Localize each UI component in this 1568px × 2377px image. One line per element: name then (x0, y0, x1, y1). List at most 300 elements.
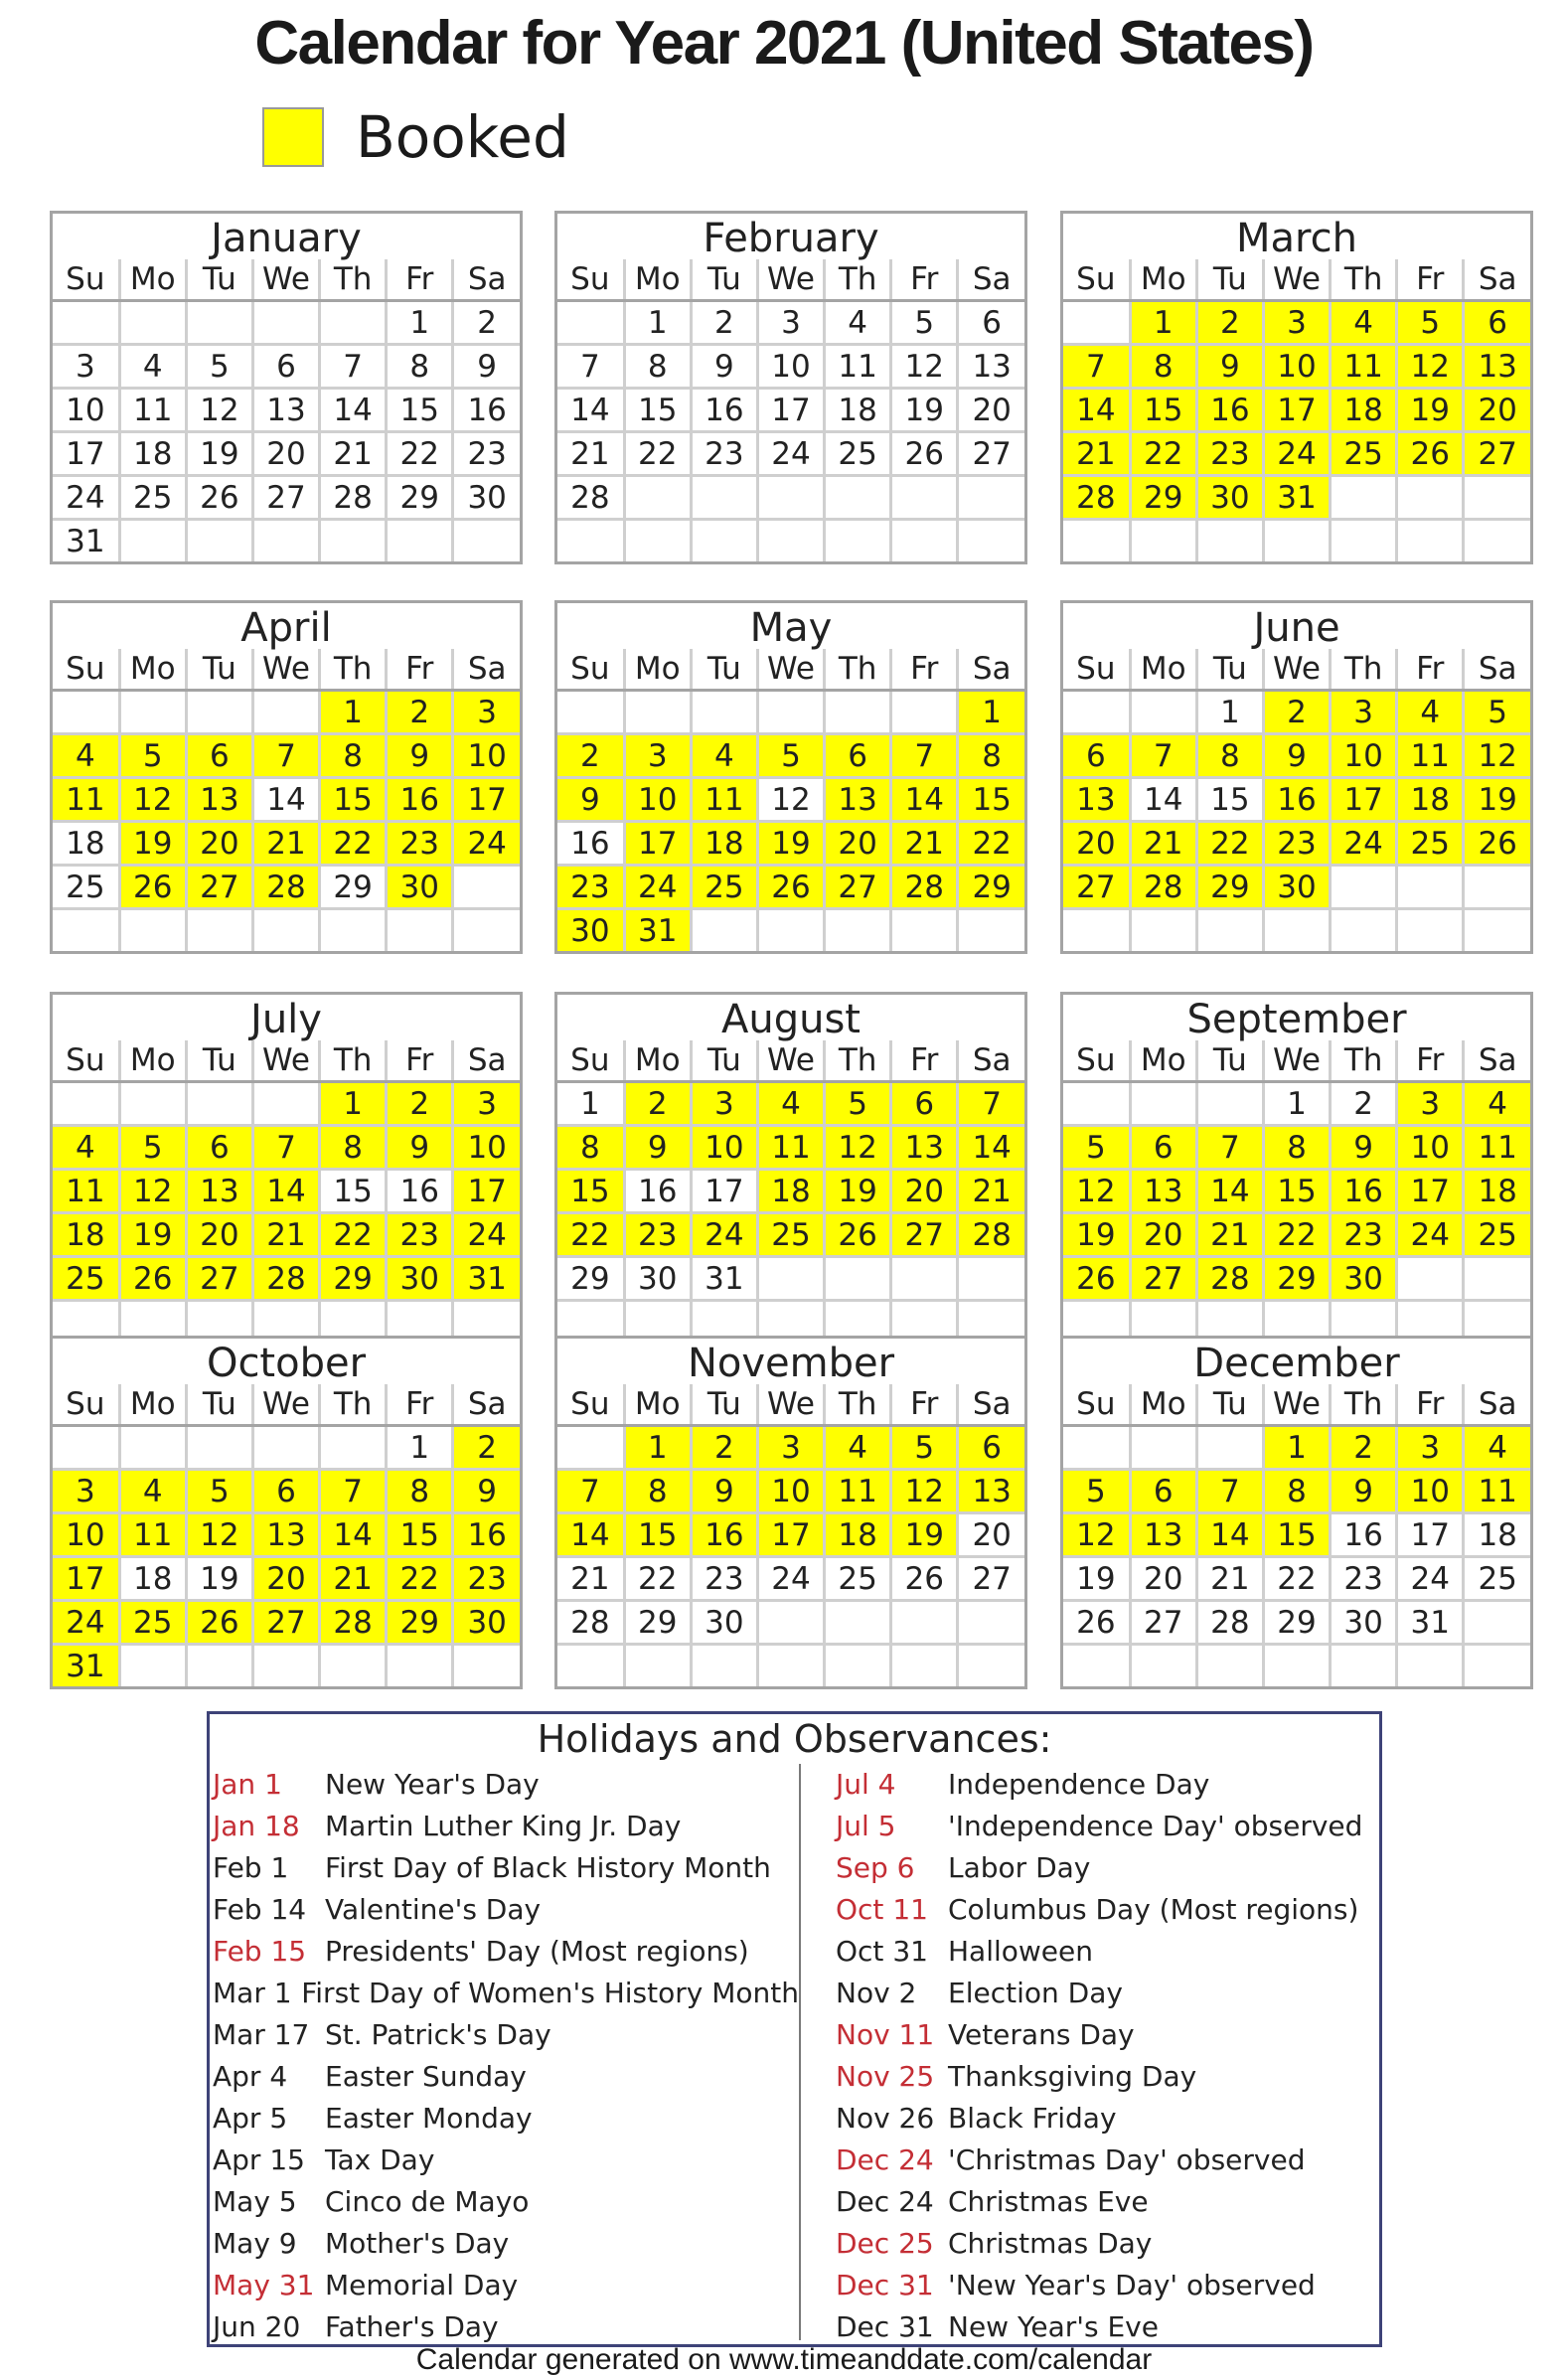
day-cell: 31 (1397, 1601, 1464, 1645)
day-cell: 13 (1464, 345, 1530, 389)
day-cell: 2 (691, 1426, 757, 1470)
holiday-name: Christmas Eve (948, 2185, 1149, 2218)
day-cell: 13 (1063, 778, 1130, 822)
weekday-header: Sa (1464, 259, 1530, 301)
holiday-row (836, 1806, 1422, 1847)
day-cell: 10 (53, 1513, 119, 1557)
day-cell: 15 (320, 778, 387, 822)
day-cell: 16 (453, 1513, 520, 1557)
holiday-date: Dec 31 (836, 2310, 934, 2343)
day-cell: 17 (1331, 778, 1397, 822)
day-cell: 14 (1196, 1170, 1263, 1213)
day-cell: 21 (891, 822, 958, 866)
empty-cell (186, 1645, 252, 1687)
holiday-row (213, 1889, 799, 1931)
day-cell: 12 (186, 1513, 252, 1557)
day-cell: 19 (186, 1557, 252, 1601)
day-cell: 7 (1130, 734, 1196, 778)
holiday-date: Sep 6 (836, 1851, 915, 1884)
day-cell: 10 (624, 778, 691, 822)
day-cell: 22 (624, 432, 691, 476)
day-cell: 30 (387, 866, 453, 909)
empty-cell (825, 909, 891, 952)
weekday-header: Fr (891, 259, 958, 301)
empty-cell (119, 691, 186, 734)
holiday-row (836, 1889, 1422, 1931)
day-cell: 22 (320, 822, 387, 866)
day-cell: 4 (825, 301, 891, 345)
empty-cell (1063, 301, 1130, 345)
empty-cell (1130, 1082, 1196, 1126)
day-cell: 5 (757, 734, 824, 778)
weekday-header: Sa (1464, 1040, 1530, 1082)
day-cell: 15 (1196, 778, 1263, 822)
day-cell: 20 (891, 1170, 958, 1213)
day-cell: 30 (624, 1257, 691, 1301)
holiday-date: Nov 2 (836, 1977, 917, 2009)
weekday-header: Tu (1196, 259, 1263, 301)
day-cell: 3 (1397, 1426, 1464, 1470)
day-cell: 7 (320, 345, 387, 389)
day-cell: 21 (252, 1213, 319, 1257)
empty-cell (1063, 1082, 1130, 1126)
day-cell: 28 (1130, 866, 1196, 909)
weekday-header: Th (320, 1040, 387, 1082)
day-cell: 19 (119, 1213, 186, 1257)
day-cell: 21 (1063, 432, 1130, 476)
day-cell: 3 (1263, 301, 1330, 345)
empty-cell (119, 1082, 186, 1126)
empty-cell (320, 301, 387, 345)
weekday-header: We (757, 1384, 824, 1426)
day-cell: 9 (453, 345, 520, 389)
day-cell: 11 (825, 345, 891, 389)
holiday-date: Feb 1 (213, 1851, 289, 1884)
day-cell: 24 (1331, 822, 1397, 866)
day-cell: 25 (119, 1601, 186, 1645)
day-cell: 26 (891, 432, 958, 476)
day-cell: 19 (186, 432, 252, 476)
day-cell: 5 (1397, 301, 1464, 345)
day-cell: 22 (320, 1213, 387, 1257)
month-name: May (749, 605, 833, 651)
day-cell: 24 (757, 1557, 824, 1601)
day-cell: 31 (1263, 476, 1330, 520)
empty-cell (53, 1426, 119, 1470)
holiday-date: May 9 (213, 2227, 297, 2260)
day-cell: 11 (53, 1170, 119, 1213)
day-cell: 4 (1464, 1426, 1530, 1470)
day-cell: 15 (624, 1513, 691, 1557)
day-cell: 28 (320, 476, 387, 520)
day-cell: 19 (1464, 778, 1530, 822)
day-cell: 15 (1263, 1513, 1330, 1557)
day-cell: 20 (825, 822, 891, 866)
holiday-row (213, 2181, 799, 2223)
day-cell: 28 (1196, 1257, 1263, 1301)
holiday-name: Veterans Day (948, 2018, 1135, 2051)
weekday-header: Mo (1130, 1040, 1196, 1082)
day-cell: 9 (557, 778, 624, 822)
day-cell: 5 (119, 734, 186, 778)
holiday-name: Tax Day (325, 2143, 435, 2176)
day-cell: 2 (1331, 1082, 1397, 1126)
weekday-header: We (757, 1040, 824, 1082)
day-cell: 23 (691, 1557, 757, 1601)
holiday-row (213, 1847, 799, 1889)
empty-cell (958, 520, 1024, 562)
day-cell: 13 (1130, 1513, 1196, 1557)
day-cell: 8 (320, 1126, 387, 1170)
day-cell: 20 (958, 1513, 1024, 1557)
day-cell: 8 (320, 734, 387, 778)
weekday-header: Sa (453, 1040, 520, 1082)
weekday-header: Fr (387, 1384, 453, 1426)
empty-cell (1063, 691, 1130, 734)
empty-cell (1196, 1426, 1263, 1470)
holiday-date: Feb 14 (213, 1893, 307, 1926)
day-cell: 13 (252, 389, 319, 432)
holiday-date: Jan 18 (213, 1810, 300, 1842)
weekday-header: Tu (691, 649, 757, 691)
empty-cell (1130, 1426, 1196, 1470)
weekday-header: Fr (891, 1040, 958, 1082)
empty-cell (320, 909, 387, 952)
holiday-name: Cinco de Mayo (325, 2185, 530, 2218)
day-cell: 3 (1397, 1082, 1464, 1126)
day-cell: 24 (1397, 1213, 1464, 1257)
day-cell: 10 (453, 734, 520, 778)
day-cell: 9 (387, 1126, 453, 1170)
empty-cell (557, 1426, 624, 1470)
empty-cell (691, 691, 757, 734)
day-cell: 29 (1130, 476, 1196, 520)
holiday-date: Jul 5 (836, 1810, 896, 1842)
weekday-header: Fr (387, 1040, 453, 1082)
weekday-header: Fr (1397, 649, 1464, 691)
empty-cell (320, 1645, 387, 1687)
empty-cell (186, 691, 252, 734)
weekday-header: Sa (1464, 649, 1530, 691)
empty-cell (557, 691, 624, 734)
month-name: August (721, 997, 861, 1042)
holiday-date: Dec 31 (836, 2269, 934, 2301)
day-cell: 29 (1263, 1601, 1330, 1645)
day-cell: 16 (453, 389, 520, 432)
day-cell: 18 (825, 1513, 891, 1557)
empty-cell (757, 909, 824, 952)
day-cell: 13 (958, 345, 1024, 389)
empty-cell (891, 1601, 958, 1645)
day-cell: 27 (958, 1557, 1024, 1601)
month-name: September (1186, 997, 1407, 1042)
holidays-panel (207, 1711, 1382, 2347)
holiday-row (213, 2056, 799, 2098)
day-cell: 1 (1130, 301, 1196, 345)
empty-cell (1397, 1257, 1464, 1301)
empty-cell (119, 1645, 186, 1687)
holiday-date: Jun 20 (213, 2310, 301, 2343)
day-cell: 12 (891, 345, 958, 389)
day-cell: 12 (1464, 734, 1530, 778)
page-title: Calendar for Year 2021 (United States) (254, 9, 1314, 78)
day-cell: 2 (557, 734, 624, 778)
weekday-header: Mo (119, 1040, 186, 1082)
day-cell: 8 (624, 345, 691, 389)
day-cell: 28 (557, 1601, 624, 1645)
day-cell: 22 (624, 1557, 691, 1601)
day-cell: 27 (958, 432, 1024, 476)
month-may (554, 600, 1027, 954)
day-cell: 25 (825, 1557, 891, 1601)
empty-cell (1397, 1645, 1464, 1687)
holiday-date: Jul 4 (836, 1768, 896, 1801)
day-cell: 8 (1263, 1470, 1330, 1513)
weekday-header: Mo (624, 649, 691, 691)
day-cell: 6 (1130, 1470, 1196, 1513)
empty-cell (1063, 909, 1130, 952)
day-cell: 21 (320, 432, 387, 476)
day-cell: 17 (1397, 1513, 1464, 1557)
weekday-header: Tu (1196, 649, 1263, 691)
day-cell: 31 (53, 1645, 119, 1687)
empty-cell (1130, 909, 1196, 952)
month-name: March (1236, 216, 1357, 261)
day-cell: 17 (453, 1170, 520, 1213)
day-cell: 7 (1063, 345, 1130, 389)
weekday-header: Tu (186, 649, 252, 691)
day-cell: 27 (1464, 432, 1530, 476)
weekday-header: Tu (186, 1040, 252, 1082)
day-cell: 15 (1263, 1170, 1330, 1213)
holiday-name: Independence Day (948, 1768, 1210, 1801)
day-cell: 5 (891, 301, 958, 345)
day-cell: 1 (320, 691, 387, 734)
empty-cell (1397, 866, 1464, 909)
empty-cell (252, 520, 319, 562)
empty-cell (1196, 1645, 1263, 1687)
empty-cell (891, 1645, 958, 1687)
day-cell: 8 (958, 734, 1024, 778)
day-cell: 27 (252, 476, 319, 520)
weekday-header: Mo (119, 259, 186, 301)
day-cell: 26 (119, 1257, 186, 1301)
day-cell: 29 (387, 476, 453, 520)
day-cell: 3 (1331, 691, 1397, 734)
holiday-name: Black Friday (948, 2102, 1117, 2135)
holiday-row (213, 2139, 799, 2181)
day-cell: 23 (1196, 432, 1263, 476)
day-cell: 26 (1464, 822, 1530, 866)
empty-cell (453, 520, 520, 562)
day-cell: 16 (1331, 1513, 1397, 1557)
day-cell: 7 (1196, 1126, 1263, 1170)
weekday-header: Fr (387, 259, 453, 301)
holiday-name: Thanksgiving Day (948, 2060, 1197, 2093)
day-cell: 26 (186, 476, 252, 520)
holiday-date: Dec 24 (836, 2185, 934, 2218)
holiday-row (836, 2223, 1422, 2265)
day-cell: 26 (891, 1557, 958, 1601)
day-cell: 20 (1464, 389, 1530, 432)
day-cell: 18 (1331, 389, 1397, 432)
day-cell: 22 (1196, 822, 1263, 866)
day-cell: 20 (186, 1213, 252, 1257)
empty-cell (1196, 520, 1263, 562)
day-cell: 25 (1464, 1213, 1530, 1257)
day-cell: 1 (624, 1426, 691, 1470)
day-cell: 13 (1130, 1170, 1196, 1213)
holiday-date: Dec 24 (836, 2143, 934, 2176)
weekday-header: Su (557, 649, 624, 691)
weekday-header: Mo (1130, 649, 1196, 691)
empty-cell (557, 1645, 624, 1687)
day-cell: 12 (1063, 1513, 1130, 1557)
empty-cell (691, 1645, 757, 1687)
day-cell: 23 (453, 1557, 520, 1601)
holiday-name: St. Patrick's Day (325, 2018, 551, 2051)
day-cell: 17 (1397, 1170, 1464, 1213)
empty-cell (757, 1601, 824, 1645)
day-cell: 18 (119, 432, 186, 476)
day-cell: 3 (453, 691, 520, 734)
day-cell: 8 (387, 345, 453, 389)
day-cell: 21 (958, 1170, 1024, 1213)
weekday-header: We (252, 259, 319, 301)
day-cell: 17 (53, 432, 119, 476)
weekday-header: Mo (624, 1040, 691, 1082)
weekday-header: Mo (1130, 259, 1196, 301)
day-cell: 4 (691, 734, 757, 778)
day-cell: 27 (1063, 866, 1130, 909)
day-cell: 9 (691, 345, 757, 389)
day-cell: 24 (757, 432, 824, 476)
day-cell: 24 (691, 1213, 757, 1257)
empty-cell (387, 520, 453, 562)
day-cell: 25 (825, 432, 891, 476)
weekday-header: Tu (186, 1384, 252, 1426)
holiday-name: Memorial Day (325, 2269, 519, 2301)
day-cell: 9 (691, 1470, 757, 1513)
weekday-header: Su (557, 1040, 624, 1082)
day-cell: 21 (252, 822, 319, 866)
empty-cell (119, 1426, 186, 1470)
month-september (1060, 992, 1533, 1346)
holiday-row (213, 1973, 799, 2014)
day-cell: 28 (320, 1601, 387, 1645)
day-cell: 22 (387, 432, 453, 476)
weekday-header: Tu (1196, 1384, 1263, 1426)
day-cell: 29 (624, 1601, 691, 1645)
holiday-date: Apr 4 (213, 2060, 288, 2093)
day-cell: 21 (320, 1557, 387, 1601)
day-cell: 21 (557, 432, 624, 476)
holiday-name: Columbus Day (Most regions) (948, 1893, 1359, 1926)
day-cell: 28 (252, 1257, 319, 1301)
weekday-header: Mo (1130, 1384, 1196, 1426)
day-cell: 27 (252, 1601, 319, 1645)
weekday-header: Su (53, 259, 119, 301)
day-cell: 6 (958, 1426, 1024, 1470)
day-cell: 27 (186, 866, 252, 909)
day-cell: 26 (119, 866, 186, 909)
day-cell: 19 (891, 389, 958, 432)
day-cell: 13 (891, 1126, 958, 1170)
empty-cell (825, 1645, 891, 1687)
empty-cell (825, 520, 891, 562)
holiday-row (836, 1973, 1422, 2014)
empty-cell (1263, 1645, 1330, 1687)
weekday-header: Tu (691, 1040, 757, 1082)
day-cell: 1 (1263, 1082, 1330, 1126)
weekday-header: Sa (958, 1384, 1024, 1426)
holiday-name: First Day of Women's History Month (301, 1977, 799, 2009)
day-cell: 4 (119, 1470, 186, 1513)
day-cell: 15 (387, 1513, 453, 1557)
day-cell: 1 (1263, 1426, 1330, 1470)
weekday-header: Th (320, 649, 387, 691)
weekday-header: Su (557, 1384, 624, 1426)
day-cell: 13 (252, 1513, 319, 1557)
day-cell: 7 (1196, 1470, 1263, 1513)
empty-cell (453, 866, 520, 909)
empty-cell (1130, 520, 1196, 562)
weekday-header: Tu (691, 259, 757, 301)
day-cell: 16 (691, 389, 757, 432)
legend-label: Booked (356, 103, 569, 171)
day-cell: 16 (691, 1513, 757, 1557)
month-august (554, 992, 1027, 1346)
day-cell: 23 (691, 432, 757, 476)
day-cell: 2 (1196, 301, 1263, 345)
holiday-name: Christmas Day (948, 2227, 1153, 2260)
month-name: July (250, 997, 322, 1042)
day-cell: 23 (1331, 1213, 1397, 1257)
day-cell: 16 (1196, 389, 1263, 432)
day-cell: 25 (757, 1213, 824, 1257)
empty-cell (1464, 476, 1530, 520)
day-cell: 27 (1130, 1601, 1196, 1645)
empty-cell (624, 691, 691, 734)
day-cell: 19 (119, 822, 186, 866)
holiday-date: Dec 25 (836, 2227, 934, 2260)
weekday-header: Tu (186, 259, 252, 301)
holiday-name: First Day of Black History Month (325, 1851, 771, 1884)
day-cell: 27 (825, 866, 891, 909)
day-cell: 13 (186, 778, 252, 822)
day-cell: 19 (757, 822, 824, 866)
day-cell: 29 (958, 866, 1024, 909)
empty-cell (1464, 520, 1530, 562)
day-cell: 15 (387, 389, 453, 432)
day-cell: 1 (624, 301, 691, 345)
day-cell: 12 (1397, 345, 1464, 389)
empty-cell (1063, 1426, 1130, 1470)
day-cell: 29 (557, 1257, 624, 1301)
day-cell: 30 (1263, 866, 1330, 909)
holiday-name: Halloween (948, 1935, 1094, 1968)
month-name: December (1193, 1341, 1400, 1386)
day-cell: 19 (891, 1513, 958, 1557)
day-cell: 18 (1397, 778, 1464, 822)
empty-cell (958, 1645, 1024, 1687)
day-cell: 14 (1196, 1513, 1263, 1557)
day-cell: 6 (186, 734, 252, 778)
day-cell: 18 (757, 1170, 824, 1213)
day-cell: 7 (958, 1082, 1024, 1126)
weekday-header: Fr (891, 1384, 958, 1426)
day-cell: 20 (252, 432, 319, 476)
